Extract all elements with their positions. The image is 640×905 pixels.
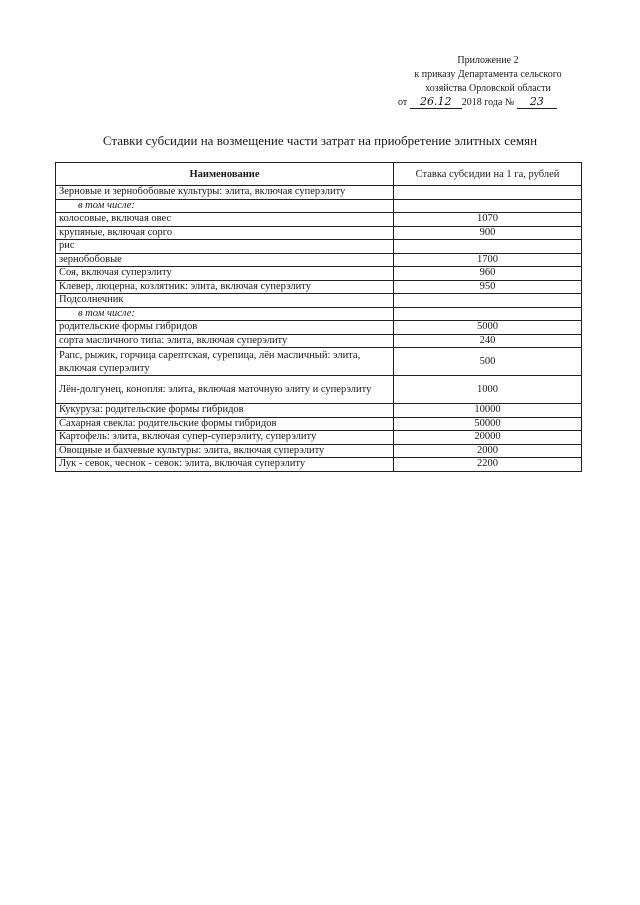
crop-name-cell: Соя, включая суперэлиту — [56, 267, 394, 281]
crop-name-cell: в том числе: — [56, 199, 394, 213]
handwritten-order-number: 23 — [517, 96, 557, 109]
table-row — [56, 417, 582, 431]
column-header-name: Наименование — [56, 163, 394, 186]
rate-cell: 240 — [394, 334, 582, 348]
crop-name-cell: колосовые, включая овес — [56, 213, 394, 227]
table-row — [56, 280, 582, 294]
table-row — [56, 444, 582, 458]
rate-cell: 50000 — [394, 417, 582, 431]
rate-cell — [394, 240, 582, 254]
table-row — [56, 348, 582, 376]
crop-name-cell: Кукуруза: родительские формы гибридов — [56, 404, 394, 418]
rate-cell: 1000 — [394, 376, 582, 404]
rate-cell: 5000 — [394, 321, 582, 335]
appendix-line-2: хозяйства Орловской области — [425, 83, 551, 94]
crop-name-cell: рис — [56, 240, 394, 254]
crop-name-cell: Рапс, рыжик, горчица сарептская, сурепица, лён масличный: элита, включая суперэлиту — [56, 348, 394, 376]
crop-name-cell: Сахарная свекла: родительские формы гибридов — [56, 417, 394, 431]
rate-cell — [394, 199, 582, 213]
rate-cell: 10000 — [394, 404, 582, 418]
appendix-title: Приложение 2 — [457, 55, 519, 66]
rate-cell: 2200 — [394, 458, 582, 472]
crop-name-cell: Лук - севок, чеснок - севок: элита, включая суперэлиту — [56, 458, 394, 472]
table-row — [56, 307, 582, 321]
table-row — [56, 213, 582, 227]
rate-cell: 950 — [394, 280, 582, 294]
rate-cell: 960 — [394, 267, 582, 281]
order-date-line — [398, 96, 578, 110]
appendix-header — [398, 54, 578, 110]
table-row — [56, 240, 582, 254]
table-row — [56, 431, 582, 445]
rate-cell: 20000 — [394, 431, 582, 445]
rate-cell — [394, 186, 582, 200]
column-header-rate: Ставка субсидии на 1 га, рублей — [394, 163, 582, 186]
table-header-row — [56, 163, 582, 186]
rate-cell: 900 — [394, 226, 582, 240]
table-row — [56, 376, 582, 404]
subsidy-rates-table — [55, 162, 582, 472]
table-row — [56, 199, 582, 213]
rate-cell — [394, 307, 582, 321]
crop-name-cell: крупяные, включая сорго — [56, 226, 394, 240]
rate-cell: 1700 — [394, 253, 582, 267]
rate-cell — [394, 294, 582, 308]
crop-name-cell: Подсолнечник — [56, 294, 394, 308]
crop-name-cell: Зерновые и зернобобовые культуры: элита, включая суперэлиту — [56, 186, 394, 200]
date-year: 2018 года № — [461, 97, 515, 108]
rate-cell: 1070 — [394, 213, 582, 227]
crop-name-cell: Лён-долгунец, конопля: элита, включая маточную элиту и суперэлиту — [56, 376, 394, 404]
crop-name-cell: сорта масличного типа: элита, включая суперэлиту — [56, 334, 394, 348]
crop-name-cell: Картофель: элита, включая супер-суперэлиту, суперэлиту — [56, 431, 394, 445]
crop-name-cell: родительские формы гибридов — [56, 321, 394, 335]
table-row — [56, 253, 582, 267]
crop-name-cell: зернобобовые — [56, 253, 394, 267]
document-title: Ставки субсидии на возмещение части затрат на приобретение элитных семян — [102, 133, 538, 148]
appendix-line-1: к приказу Департамента сельского — [414, 69, 562, 80]
crop-name-cell: в том числе: — [56, 307, 394, 321]
rate-cell: 2000 — [394, 444, 582, 458]
table-row — [56, 458, 582, 472]
handwritten-date: 26.12 — [410, 96, 462, 109]
table-row — [56, 321, 582, 335]
rate-cell: 500 — [394, 348, 582, 376]
table-row — [56, 404, 582, 418]
crop-name-cell: Клевер, люцерна, козлятник: элита, включая суперэлиту — [56, 280, 394, 294]
table-row — [56, 267, 582, 281]
table-row — [56, 294, 582, 308]
table-row — [56, 226, 582, 240]
date-prefix: от — [398, 97, 408, 108]
table-row — [56, 334, 582, 348]
crop-name-cell: Овощные и бахчевые культуры: элита, включая суперэлиту — [56, 444, 394, 458]
table-row — [56, 186, 582, 200]
